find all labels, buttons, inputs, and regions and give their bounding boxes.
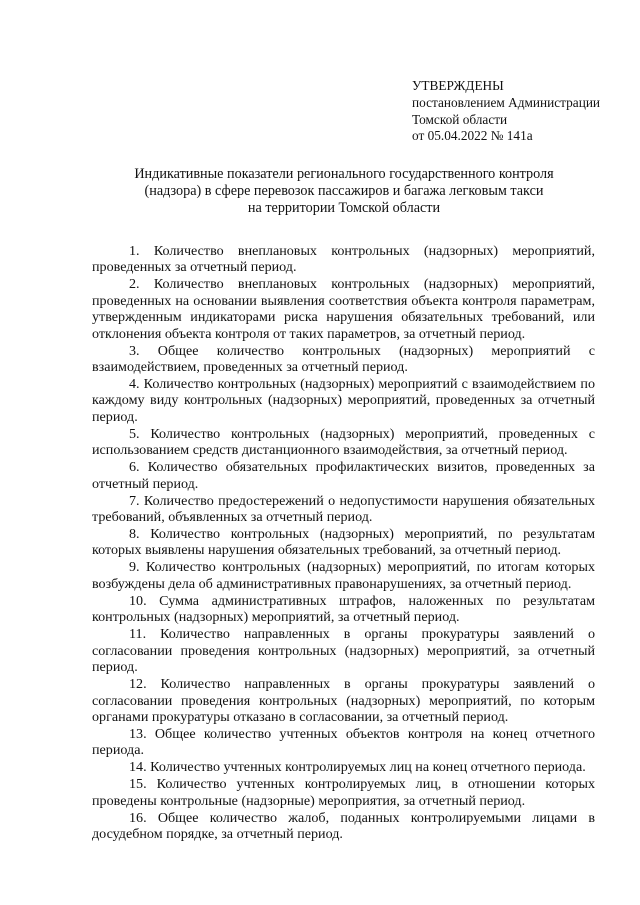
title-line: Индикативные показатели регионального государственного контроля [134,166,554,182]
list-item: 15. Количество учтенных контролируемых лиц, в отношении которых проведены контрольные (надзорные) мероприятия, за отчетный период. [92,776,595,809]
list-item: 1. Количество внеплановых контрольных (надзорных) мероприятий, проведенных за отчетный период. [92,243,595,276]
title-line: (надзора) в сфере перевозок пассажиров и багажа легковым такси [144,183,544,200]
list-item: 12. Количество направленных в органы прокуратуры заявлений о согласовании проведения контрольных (надзорных) мероприятий, по которым органами прокуратуры отказано в согласовании, за отчетный период. [92,676,595,725]
list-item: 16. Общее количество жалоб, поданных контролируемыми лицами в досудебном порядке, за отчетный период. [92,809,595,843]
approval-decree: постановлением Администрации [412,94,601,110]
list-item: 9. Количество контрольных (надзорных) мероприятий, по итогам которых возбуждены дела об административных правонарушениях, за отчетный период. [92,559,595,592]
approval-date: от 05.04.2022 № 141а [412,128,533,144]
list-item: 13. Общее количество учтенных объектов контроля на конец отчетного периода. [92,725,595,759]
list-item: 3. Общее количество контрольных (надзорных) мероприятий с взаимодействием, проведенных за отчетный период. [92,342,595,376]
list-item: 4. Количество контрольных (надзорных) мероприятий с взаимодействием по каждому виду контрольных (надзорных) мероприятий, проведенных за отчетный период. [92,376,595,425]
approval-region: Томской области [412,111,508,127]
approval-stamp [412,78,612,145]
list-item: 11. Количество направленных в органы прокуратуры заявлений о согласовании проведения контрольных (надзорных) мероприятий, за отчетный период. [92,626,595,676]
list-item: 8. Количество контрольных (надзорных) мероприятий, по результатам которых выявлены нарушения обязательных требований, за отчетный период. [92,526,595,559]
list-item: 10. Сумма административных штрафов, наложенных по результатам контрольных (надзорных) мероприятий, за отчетный период. [92,592,595,626]
document-title [92,166,596,218]
title-line: на территории Томской области [247,200,441,217]
list-item: 2. Количество внеплановых контрольных (надзорных) мероприятий, проведенных на основании выявления соответствия объекта контроля параметрам, утвержденным индикаторами риска нарушения обязательных требований, или отклонения объекта контроля от таких параметров, за отчетный период. [92,276,595,342]
list-item: 6. Количество обязательных профилактических визитов, проведенных за отчетный период. [92,459,595,492]
approval-heading: УТВЕРЖДЕНЫ [412,78,504,93]
list-item: 14. Количество учтенных контролируемых лиц на конец отчетного периода. [129,759,586,776]
list-item: 7. Количество предостережений о недопустимости нарушения обязательных требований, объявленных за отчетный период. [92,492,595,526]
indicator-list [92,243,595,843]
list-item: 5. Количество контрольных (надзорных) мероприятий, проведенных с использованием средств дистанционного взаимодействия, за отчетный период. [92,425,595,459]
